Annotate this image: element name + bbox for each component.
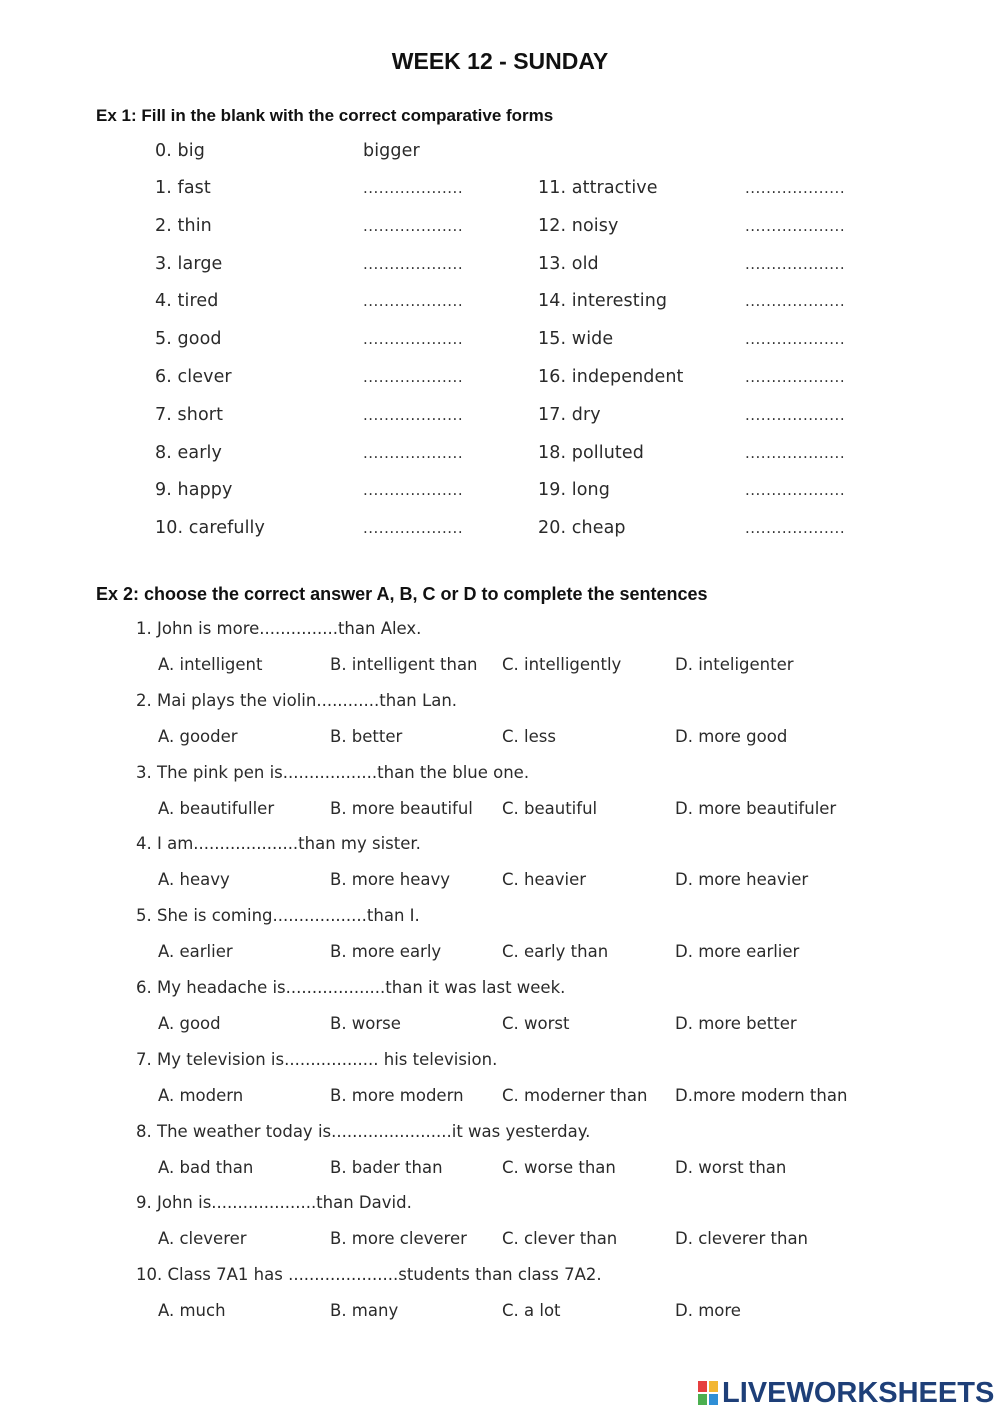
question-text: 3. The pink pen is..................than the blue one. (136, 762, 530, 782)
adjective-item: 7. short (155, 404, 224, 425)
answer-blank: ................... (745, 443, 846, 462)
adjective-item: 14. interesting (538, 291, 668, 312)
adjective-item: 18. polluted (538, 442, 644, 463)
answer-blank: ................... (363, 481, 464, 500)
adjective-item: 10. carefully (155, 518, 265, 539)
logo-text: LIVEWORKSHEETS (722, 1376, 995, 1409)
answer-option[interactable]: C. less (502, 726, 556, 746)
answer-blank: ................... (745, 481, 846, 500)
answer-option[interactable]: A. bad than (158, 1157, 254, 1177)
adjective-item: 3. large (155, 253, 223, 274)
answer-blank: ................... (745, 254, 846, 273)
answer-blank: ................... (363, 254, 464, 273)
question-text: 10. Class 7A1 has .....................students than class 7A2. (136, 1265, 602, 1285)
adjective-item: 13. old (538, 253, 599, 274)
answer-option[interactable]: D. more heavier (675, 870, 809, 890)
answer-option[interactable]: B. more modern (330, 1085, 464, 1105)
answer-option[interactable]: C. worst (502, 1014, 570, 1033)
answer-blank: ................... (363, 443, 464, 462)
answer-option[interactable]: D. more good (675, 726, 788, 746)
answer-option[interactable]: D. cleverer than (675, 1229, 809, 1249)
adjective-item: 12. noisy (538, 215, 619, 236)
answer-option[interactable]: D. worst than (675, 1157, 787, 1177)
answer-option[interactable]: A. heavy (158, 870, 230, 890)
answer-option[interactable]: C. beautiful (502, 798, 598, 818)
answer-blank: ................... (363, 179, 464, 197)
answer-option[interactable]: A. earlier (158, 942, 233, 962)
answer-option[interactable]: A. modern (158, 1085, 244, 1105)
answer-option[interactable]: B. intelligent than (330, 655, 478, 674)
adjective-item: 20. cheap (538, 518, 626, 539)
answer-blank: ................... (363, 368, 464, 386)
answer-option[interactable]: D. inteligenter (675, 655, 794, 674)
answer-option[interactable]: B. bader than (330, 1157, 443, 1177)
answer-option[interactable]: C. early than (502, 942, 609, 962)
answer-option[interactable]: C. heavier (502, 870, 587, 890)
example-word: 0. big (155, 141, 205, 161)
answer-option[interactable]: B. worse (330, 1014, 401, 1033)
adjective-item: 5. good (155, 329, 222, 350)
adjective-item: 9. happy (155, 480, 233, 501)
adjective-item: 19. long (538, 480, 610, 501)
answer-blank: ................... (363, 330, 464, 349)
answer-option[interactable]: B. more cleverer (330, 1229, 467, 1249)
answer-blank: ................... (745, 330, 846, 349)
answer-option[interactable]: D.more modern than (675, 1085, 848, 1105)
answer-blank: ................... (363, 292, 464, 311)
answer-option[interactable]: C. moderner than (502, 1085, 648, 1105)
answer-blank: ................... (363, 405, 464, 424)
answer-option[interactable]: C. worse than (502, 1157, 616, 1177)
question-text: 8. The weather today is.......................it was yesterday. (136, 1121, 591, 1141)
question-text: 6. My headache is...................than it was last week. (136, 978, 566, 997)
question-text: 1. John is more...............than Alex. (136, 619, 422, 638)
question-text: 4. I am....................than my sister. (136, 834, 421, 854)
answer-option[interactable]: B. many (330, 1301, 399, 1321)
answer-option[interactable]: A. cleverer (158, 1229, 247, 1249)
adjective-item: 11. attractive (538, 178, 658, 198)
adjective-item: 2. thin (155, 215, 212, 236)
answer-blank: ................... (745, 179, 846, 197)
exercise-2-heading: Ex 2: choose the correct answer A, B, C or D to complete the sentences (96, 584, 708, 604)
answer-blank: ................... (363, 519, 464, 538)
answer-option[interactable]: D. more better (675, 1014, 797, 1033)
adjective-item: 15. wide (538, 329, 614, 350)
answer-option[interactable]: C. intelligently (502, 655, 622, 674)
question-text: 9. John is....................than David. (136, 1193, 412, 1213)
question-text: 5. She is coming..................than I. (136, 906, 420, 926)
answer-option[interactable]: B. better (330, 726, 403, 746)
question-text: 2. Mai plays the violin............than Lan. (136, 690, 458, 710)
answer-option[interactable]: A. good (158, 1014, 221, 1033)
example-answer: bigger (363, 141, 420, 161)
worksheet-title: WEEK 12 - SUNDAY (391, 48, 609, 74)
answer-blank: ................... (745, 405, 846, 424)
exercise-1-heading: Ex 1: Fill in the blank with the correct comparative forms (96, 106, 554, 125)
answer-option[interactable]: B. more heavy (330, 870, 451, 890)
liveworksheets-icon (698, 1381, 718, 1405)
adjective-item: 8. early (155, 442, 222, 463)
question-text: 7. My television is.................. his television. (136, 1049, 498, 1069)
answer-option[interactable]: C. a lot (502, 1301, 561, 1321)
answer-option[interactable]: D. more beautifuler (675, 798, 837, 818)
answer-blank: ................... (745, 519, 846, 538)
answer-option[interactable]: D. more (675, 1301, 741, 1321)
answer-blank: ................... (745, 368, 846, 386)
answer-option[interactable]: C. clever than (502, 1229, 618, 1249)
liveworksheets-logo (698, 1378, 994, 1408)
answer-blank: ................... (745, 292, 846, 311)
answer-option[interactable]: A. much (158, 1301, 226, 1321)
answer-option[interactable]: A. intelligent (158, 655, 263, 674)
adjective-item: 16. independent (538, 367, 684, 387)
answer-option[interactable]: B. more beautiful (330, 798, 473, 818)
answer-option[interactable]: A. beautifuller (158, 798, 275, 818)
adjective-item: 1. fast (155, 178, 211, 198)
answer-option[interactable]: D. more earlier (675, 942, 800, 962)
answer-blank: ................... (745, 216, 846, 235)
answer-blank: ................... (363, 216, 464, 235)
adjective-item: 17. dry (538, 404, 601, 425)
adjective-item: 4. tired (155, 291, 219, 312)
adjective-item: 6. clever (155, 367, 232, 387)
answer-option[interactable]: A. gooder (158, 726, 238, 746)
answer-option[interactable]: B. more early (330, 942, 442, 962)
